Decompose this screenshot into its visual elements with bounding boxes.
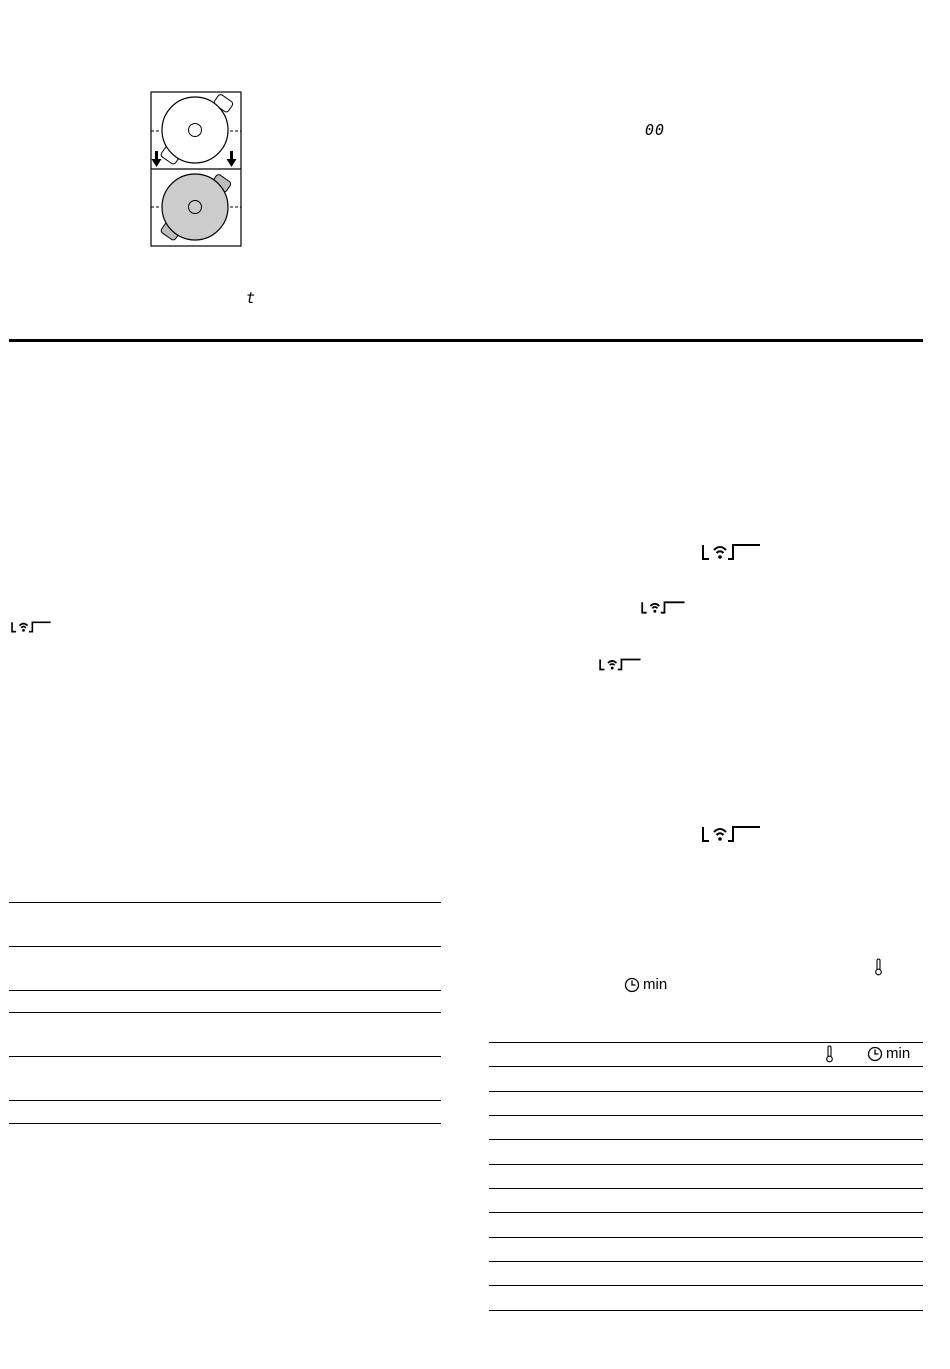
- table-rule: [489, 1261, 923, 1262]
- frying-sensor-icon: [640, 600, 686, 615]
- table-rule: [489, 1091, 923, 1092]
- clock-icon: [867, 1046, 883, 1062]
- table-rule: [9, 1123, 441, 1124]
- table-rule: [489, 1139, 923, 1140]
- table-rule: [9, 1100, 441, 1101]
- table-rule: [9, 1012, 441, 1013]
- table-rule: [9, 1056, 441, 1057]
- section-divider: [9, 339, 923, 342]
- table-rule: [489, 1285, 923, 1286]
- table-rule: [489, 1042, 923, 1043]
- time-unit-label: [624, 976, 667, 993]
- clock-icon: [624, 977, 640, 993]
- table-rule: [489, 1237, 923, 1238]
- frying-sensor-icon: [700, 824, 762, 844]
- segment-display-code: 00: [645, 121, 666, 139]
- table-rule: [489, 1066, 923, 1067]
- segment-display-t: t: [246, 289, 257, 307]
- table-rule: [9, 902, 441, 903]
- table-rule: [9, 946, 441, 947]
- time-unit-text: min: [643, 976, 668, 993]
- table-rule: [489, 1115, 923, 1116]
- table-rule: [489, 1164, 923, 1165]
- frying-sensor-icon: [700, 542, 762, 562]
- table-rule: [489, 1212, 923, 1213]
- table-header-time: [867, 1045, 910, 1062]
- frying-sensor-icon: [10, 620, 52, 634]
- pan-move-down-illustration: [150, 91, 242, 247]
- frying-sensor-icon: [598, 657, 642, 672]
- table-rule: [9, 990, 441, 991]
- table-rule: [489, 1188, 923, 1189]
- time-unit-text: min: [886, 1045, 911, 1062]
- thermometer-icon: [874, 958, 883, 976]
- table-rule: [489, 1310, 923, 1311]
- thermometer-icon: [825, 1045, 834, 1063]
